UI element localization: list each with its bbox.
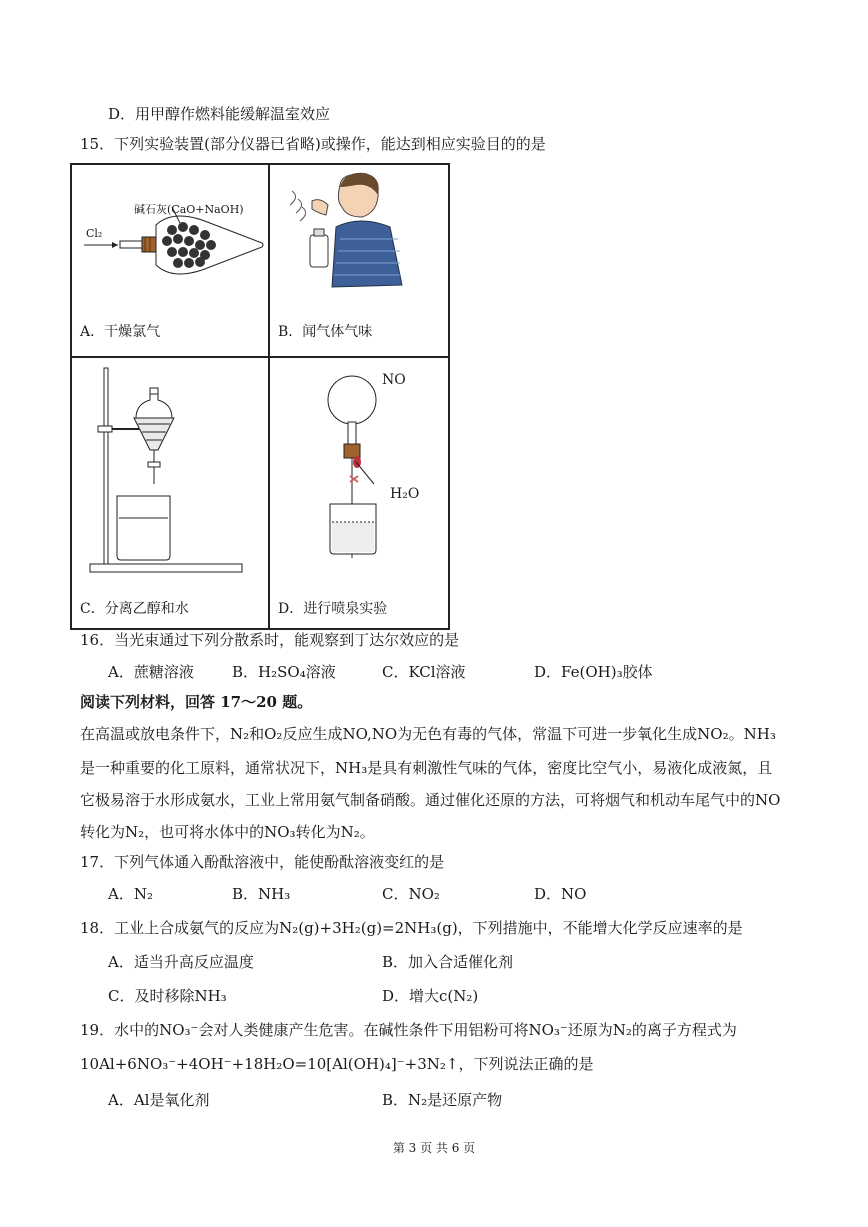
no-label: NO (382, 372, 406, 388)
q15-apparatus-table (70, 163, 450, 630)
q17-option-a: A．N₂ (108, 885, 153, 903)
fountain-experiment-illustration (270, 358, 448, 586)
option-a-caption: A．干燥氯气 (80, 324, 161, 340)
q18-option-b: B．加入合适催化剂 (382, 953, 514, 971)
q17-option-d: D．NO (534, 885, 587, 903)
q17-option-c: C．NO₂ (382, 885, 440, 903)
q18-option-a: A．适当升高反应温度 (108, 953, 254, 971)
q18-stem: 18．工业上合成氨气的反应为N₂(g)+3H₂(g)=2NH₃(g)，下列措施中，不能增大化学反应速率的是 (80, 919, 743, 937)
q18-option-c: C．及时移除NH₃ (108, 987, 227, 1005)
q19-equation: 10Al+6NO₃⁻+4OH⁻+18H₂O=10[Al(OH)₄]⁻+3N₂↑，下列说法正确的是 (80, 1055, 594, 1073)
q17-option-b: B．NH₃ (232, 885, 291, 903)
q14-option-d: D．用甲醇作燃料能缓解温室效应 (108, 105, 331, 123)
cell-c (71, 357, 269, 629)
option-d-caption: D．进行喷泉实验 (278, 601, 388, 617)
h2o-label: H₂O (390, 486, 420, 502)
drying-tube-illustration (72, 165, 268, 315)
page-footer: 第 3 页 共 6 页 (392, 1141, 476, 1155)
reading-line-1: 在高温或放电条件下，N₂和O₂反应生成NO,NO为无色有毒的气体，常温下可进一步氧化生成NO₂。NH₃ (80, 725, 776, 743)
soda-lime-label: 碱石灰(CaO+NaOH) (134, 203, 244, 216)
q19-option-a: A．Al是氧化剂 (108, 1091, 210, 1109)
reading-line-2: 是一种重要的化工原料，通常状况下，NH₃是具有刺激性气味的气体，密度比空气小，易液化成液氮，且 (80, 759, 773, 777)
cell-b (269, 164, 449, 357)
q15-stem: 15．下列实验装置(部分仪器已省略)或操作，能达到相应实验目的的是 (80, 135, 546, 153)
q19-stem: 19．水中的NO₃⁻会对人类健康产生危害。在碱性条件下用铝粉可将NO₃⁻还原为N₂的离子方程式为 (80, 1021, 737, 1039)
reading-line-3: 它极易溶于水形成氨水，工业上常用氨气制备硝酸。通过催化还原的方法，可将烟气和机动车尾气中的NO (80, 791, 781, 809)
option-c-caption: C．分离乙醇和水 (80, 601, 189, 617)
cell-d (269, 357, 449, 629)
smelling-gas-illustration (270, 165, 448, 315)
q16-option-a: A．蔗糖溶液 (108, 663, 194, 681)
cl2-label: Cl₂ (86, 227, 103, 240)
option-b-caption: B．闻气体气味 (278, 324, 373, 340)
q16-option-d: D．Fe(OH)₃胶体 (534, 663, 653, 681)
q19-option-b: B．N₂是还原产物 (382, 1091, 503, 1109)
separatory-funnel-illustration (72, 358, 268, 586)
q16-option-b: B．H₂SO₄溶液 (232, 663, 336, 681)
reading-line-4: 转化为N₂，也可将水体中的NO₃转化为N₂。 (80, 823, 375, 841)
q18-option-d: D．增大c(N₂) (382, 987, 479, 1005)
q16-stem: 16．当光束通过下列分散系时，能观察到丁达尔效应的是 (80, 631, 460, 649)
cell-a (71, 164, 269, 357)
reading-heading: 阅读下列材料，回答 17～20 题。 (80, 693, 313, 711)
q17-stem: 17．下列气体通入酚酞溶液中，能使酚酞溶液变红的是 (80, 853, 445, 871)
q16-option-c: C．KCl溶液 (382, 663, 466, 681)
